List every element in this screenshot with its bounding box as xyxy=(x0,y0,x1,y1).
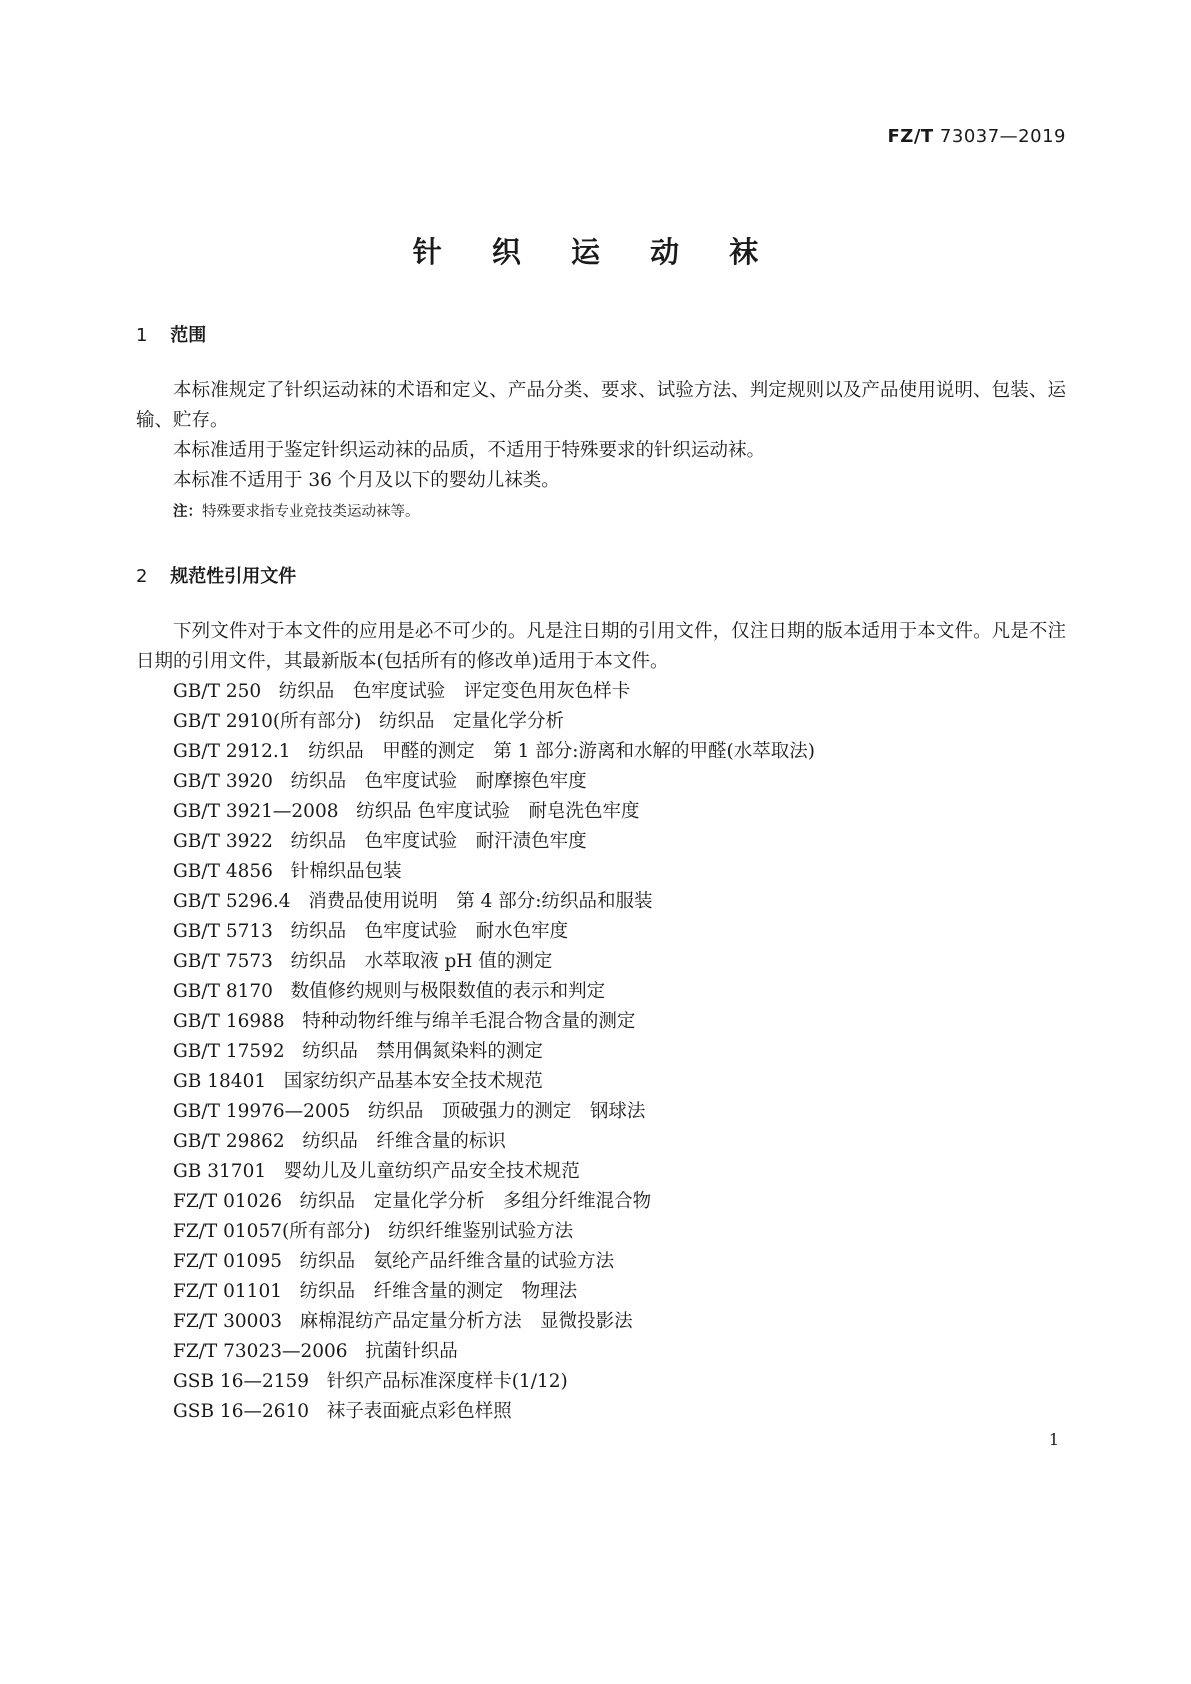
reference-item xyxy=(173,1337,815,1367)
reference-title: 纺织品 色牢度试验 耐水色牢度 xyxy=(290,921,569,942)
references-intro: 下列文件对于本文件的应用是必不可少的。凡是注日期的引用文件，仅注日期的版本适用于本文件。凡是不注日期的引用文件，其最新版本(包括所有的修改单)适用于本文件。 xyxy=(136,621,1066,672)
reference-code: GB/T 29862 xyxy=(173,1131,285,1152)
reference-title: 纺织品 顶破强力的测定 钢球法 xyxy=(367,1101,646,1122)
reference-item xyxy=(173,677,815,707)
note-text: 特殊要求指专业竞技类运动袜等。 xyxy=(202,504,420,520)
scope-note xyxy=(173,500,420,521)
reference-item xyxy=(173,887,815,917)
reference-code: GB/T 16988 xyxy=(173,1011,285,1032)
reference-title: 纺织品 禁用偶氮染料的测定 xyxy=(302,1041,543,1062)
reference-title: 针织产品标准深度样卡(1/12) xyxy=(326,1371,568,1392)
reference-code: GSB 16—2610 xyxy=(173,1401,310,1422)
section-number: 1 xyxy=(136,325,148,346)
reference-title: 针棉织品包装 xyxy=(290,861,402,882)
reference-code: GB/T 2912.1 xyxy=(173,741,291,762)
reference-code: FZ/T 73023—2006 xyxy=(173,1341,348,1362)
scope-paragraph-1: 本标准规定了针织运动袜的术语和定义、产品分类、要求、试验方法、判定规则以及产品使用说明、包装、运输、贮存。 xyxy=(136,380,1066,431)
reference-title: 纺织品 氨纶产品纤维含量的试验方法 xyxy=(299,1251,615,1272)
reference-item xyxy=(173,947,815,977)
reference-item xyxy=(173,1247,815,1277)
reference-title: 纺织纤维鉴别试验方法 xyxy=(388,1221,574,1242)
reference-code: GB/T 3921—2008 xyxy=(173,801,339,822)
reference-code: GB/T 2910(所有部分) xyxy=(173,711,362,732)
reference-title: 消费品使用说明 第 4 部分:纺织品和服装 xyxy=(308,891,653,912)
scope-paragraph-3: 本标准不适用于 36 个月及以下的婴幼儿袜类。 xyxy=(173,470,560,491)
reference-title: 纺织品 色牢度试验 耐摩擦色牢度 xyxy=(290,771,587,792)
reference-item xyxy=(173,1037,815,1067)
reference-item xyxy=(173,1307,815,1337)
reference-code: GB 31701 xyxy=(173,1161,267,1182)
note-label: 注： xyxy=(173,504,202,520)
reference-title: 抗菌针织品 xyxy=(365,1341,458,1362)
page-number: 1 xyxy=(1048,1430,1059,1449)
reference-item xyxy=(173,977,815,1007)
reference-title: 纺织品 甲醛的测定 第 1 部分:游离和水解的甲醛(水萃取法) xyxy=(308,741,815,762)
reference-title: 纺织品 色牢度试验 评定变色用灰色样卡 xyxy=(278,681,631,702)
section-1-heading xyxy=(136,321,206,347)
reference-code: GB/T 3920 xyxy=(173,771,273,792)
reference-item xyxy=(173,1007,815,1037)
reference-title: 纺织品 色牢度试验 耐皂洗色牢度 xyxy=(356,801,640,822)
scope-paragraph-2: 本标准适用于鉴定针织运动袜的品质，不适用于特殊要求的针织运动袜。 xyxy=(173,440,766,461)
reference-title: 国家纺织产品基本安全技术规范 xyxy=(283,1071,543,1092)
reference-item xyxy=(173,917,815,947)
standard-prefix: FZ/T xyxy=(887,126,934,147)
reference-item xyxy=(173,1157,815,1187)
reference-title: 麻棉混纺产品定量分析方法 显微投影法 xyxy=(299,1311,633,1332)
reference-code: GB/T 5296.4 xyxy=(173,891,291,912)
reference-code: FZ/T 01095 xyxy=(173,1251,282,1272)
reference-code: GB/T 19976—2005 xyxy=(173,1101,351,1122)
reference-item xyxy=(173,1067,815,1097)
reference-title: 纺织品 色牢度试验 耐汗渍色牢度 xyxy=(290,831,587,852)
reference-title: 袜子表面疵点彩色样照 xyxy=(326,1401,512,1422)
reference-code: GB/T 8170 xyxy=(173,981,273,1002)
standard-number: 73037—2019 xyxy=(939,126,1066,147)
reference-item xyxy=(173,1127,815,1157)
section-number: 2 xyxy=(136,566,148,587)
reference-code: GB/T 7573 xyxy=(173,951,273,972)
reference-title: 纺织品 定量化学分析 xyxy=(379,711,565,732)
section-2-heading xyxy=(136,562,296,588)
reference-item xyxy=(173,1277,815,1307)
reference-code: FZ/T 01057(所有部分) xyxy=(173,1221,371,1242)
section-title: 规范性引用文件 xyxy=(170,566,297,587)
reference-item xyxy=(173,1187,815,1217)
reference-item xyxy=(173,1397,815,1427)
reference-item xyxy=(173,707,815,737)
reference-code: GSB 16—2159 xyxy=(173,1371,310,1392)
reference-item xyxy=(173,857,815,887)
reference-item xyxy=(173,1097,815,1127)
reference-title: 婴幼儿及儿童纺织产品安全技术规范 xyxy=(283,1161,580,1182)
reference-title: 特种动物纤维与绵羊毛混合物含量的测定 xyxy=(302,1011,636,1032)
reference-title: 纺织品 定量化学分析 多组分纤维混合物 xyxy=(299,1191,652,1212)
reference-item xyxy=(173,767,815,797)
reference-code: GB/T 3922 xyxy=(173,831,273,852)
reference-code: GB/T 5713 xyxy=(173,921,273,942)
reference-item xyxy=(173,1217,815,1247)
reference-title: 纺织品 纤维含量的测定 物理法 xyxy=(299,1281,578,1302)
reference-code: GB/T 250 xyxy=(173,681,262,702)
reference-title: 纺织品 水萃取液 pH 值的测定 xyxy=(290,951,553,972)
reference-code: FZ/T 01101 xyxy=(173,1281,282,1302)
reference-item xyxy=(173,737,815,767)
reference-code: GB/T 17592 xyxy=(173,1041,285,1062)
section-title: 范围 xyxy=(170,325,207,346)
reference-item xyxy=(173,797,815,827)
reference-item xyxy=(173,1367,815,1397)
reference-title: 数值修约规则与极限数值的表示和判定 xyxy=(290,981,606,1002)
standard-code xyxy=(887,126,1066,147)
reference-list xyxy=(173,677,815,1427)
reference-item xyxy=(173,827,815,857)
reference-title: 纺织品 纤维含量的标识 xyxy=(302,1131,506,1152)
reference-code: FZ/T 30003 xyxy=(173,1311,282,1332)
reference-code: FZ/T 01026 xyxy=(173,1191,282,1212)
reference-code: GB 18401 xyxy=(173,1071,267,1092)
reference-code: GB/T 4856 xyxy=(173,861,273,882)
document-title: 针 织 运 动 袜 xyxy=(412,235,779,269)
